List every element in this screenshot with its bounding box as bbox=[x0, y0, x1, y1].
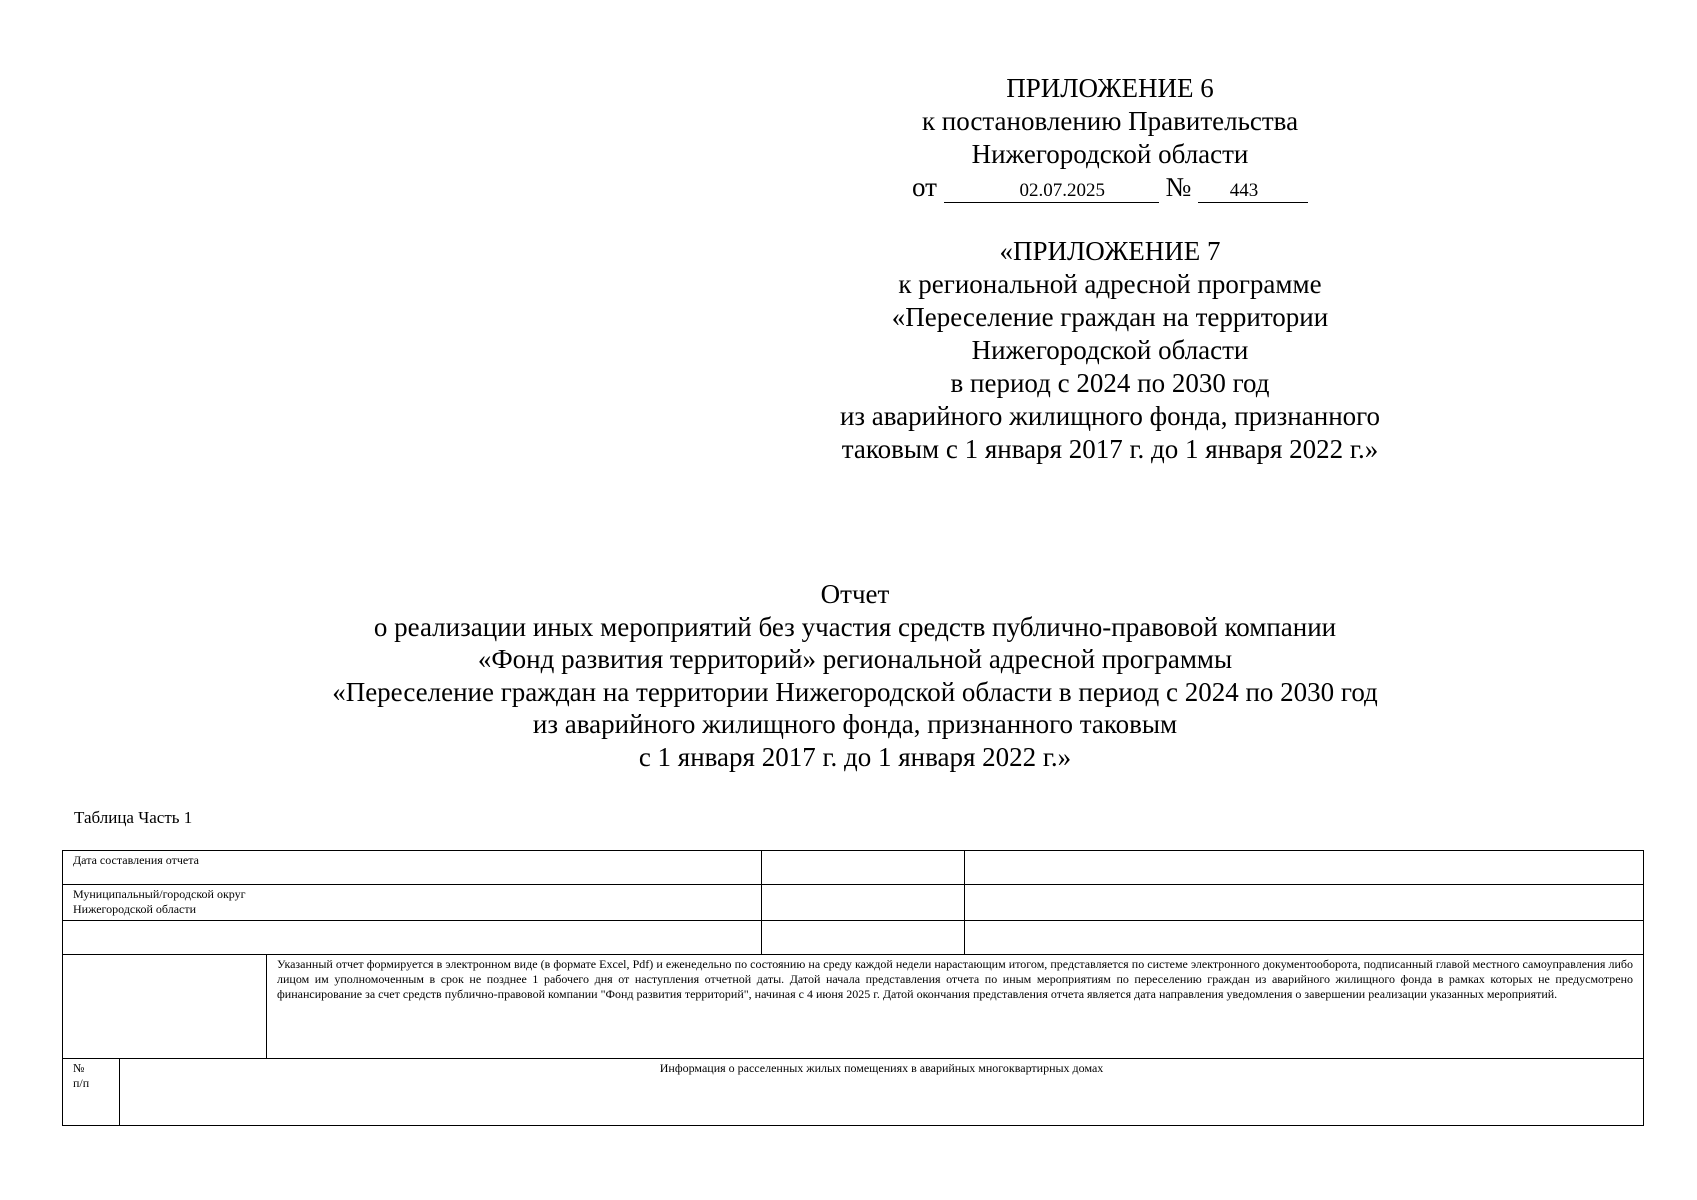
table-row bbox=[63, 955, 1644, 1059]
report-title-line: из аварийного жилищного фонда, признанного таковым bbox=[532, 709, 1178, 739]
municipality-label-line-2: Нижегородской области bbox=[73, 902, 197, 916]
appendix-7-line: в период с 2024 по 2030 год bbox=[950, 368, 1270, 398]
appendix-6-line-2: Нижегородской области bbox=[971, 139, 1249, 169]
report-title-block bbox=[200, 578, 1510, 773]
appendix-7-line: таковым с 1 января 2017 г. до 1 января 2022 г.» bbox=[841, 434, 1379, 464]
report-date-label: Дата составления отчета bbox=[63, 851, 762, 885]
appendix-6-title: ПРИЛОЖЕНИЕ 6 bbox=[1006, 73, 1214, 103]
resolution-number: 443 bbox=[1198, 180, 1308, 203]
report-title: Отчет bbox=[820, 579, 890, 609]
table-row bbox=[63, 1059, 1644, 1126]
appendix-6-date-row bbox=[790, 171, 1430, 204]
appendix-6-line-1: к постановлению Правительства bbox=[921, 106, 1299, 136]
report-table bbox=[62, 850, 1644, 1126]
resolution-date: 02.07.2025 bbox=[944, 180, 1159, 203]
municipality-label-line-1: Муниципальный/городской округ bbox=[73, 887, 246, 901]
municipality-cell[interactable] bbox=[762, 885, 965, 921]
table-row bbox=[63, 885, 1644, 921]
row-number-header-line-1: № bbox=[73, 1061, 85, 1075]
from-label: от bbox=[912, 172, 937, 202]
report-title-line: «Переселение граждан на территории Нижегородской области в период с 2024 по 2030 год bbox=[332, 676, 1378, 707]
appendix-7-line: Нижегородской области bbox=[971, 335, 1249, 365]
table-row bbox=[63, 921, 1644, 955]
table-label: Таблица Часть 1 bbox=[74, 808, 193, 827]
appendix-7-line: к региональной адресной программе bbox=[898, 269, 1322, 299]
resettled-info-header: Информация о расселенных жилых помещениях в аварийных многоквартирных домах bbox=[120, 1059, 1644, 1126]
appendix-6-header bbox=[790, 72, 1430, 204]
report-title-line: «Фонд развития территорий» региональной адресной программы bbox=[477, 644, 1233, 674]
empty-cell bbox=[63, 955, 267, 1059]
appendix-7-header bbox=[790, 235, 1430, 466]
report-date-cell[interactable] bbox=[762, 851, 965, 885]
appendix-7-title: «ПРИЛОЖЕНИЕ 7 bbox=[999, 236, 1221, 266]
empty-cell[interactable] bbox=[762, 921, 965, 955]
municipality-label-cell bbox=[63, 885, 762, 921]
report-title-line: о реализации иных мероприятий без участия средств публично-правовой компании bbox=[373, 611, 1337, 642]
empty-cell[interactable] bbox=[965, 921, 1644, 955]
municipality-extra-cell[interactable] bbox=[965, 885, 1644, 921]
report-notice: Указанный отчет формируется в электронном виде (в формате Excel, Pdf) и еженедельно по состоянию на среду каждой недели нарастающим итогом, представляется по системе электронного документооборота, подписанный главой местного самоуправления либо лицом им уполномоченным в срок не позднее 1 рабочего дня от наступления отчетной даты. Датой начала представления отчета по иным мероприятиям по переселению граждан из аварийного жилищного фонда в рамках которых не предусмотрено финансирование за счет средств публично-правовой компании "Фонд развития территорий", начиная с 4 июня 2025 г. Датой окончания представления отчета является дата направления уведомления о завершении реализации указанных мероприятий. bbox=[267, 955, 1644, 1059]
number-label: № bbox=[1165, 172, 1192, 202]
row-number-header-line-2: п/п bbox=[73, 1076, 90, 1090]
row-number-header bbox=[63, 1059, 120, 1126]
appendix-7-line: «Переселение граждан на территории bbox=[891, 302, 1329, 332]
report-title-line: с 1 января 2017 г. до 1 января 2022 г.» bbox=[638, 741, 1072, 772]
empty-cell[interactable] bbox=[63, 921, 762, 955]
report-date-extra-cell[interactable] bbox=[965, 851, 1644, 885]
appendix-7-line: из аварийного жилищного фонда, признанного bbox=[839, 401, 1381, 431]
table-row bbox=[63, 851, 1644, 885]
